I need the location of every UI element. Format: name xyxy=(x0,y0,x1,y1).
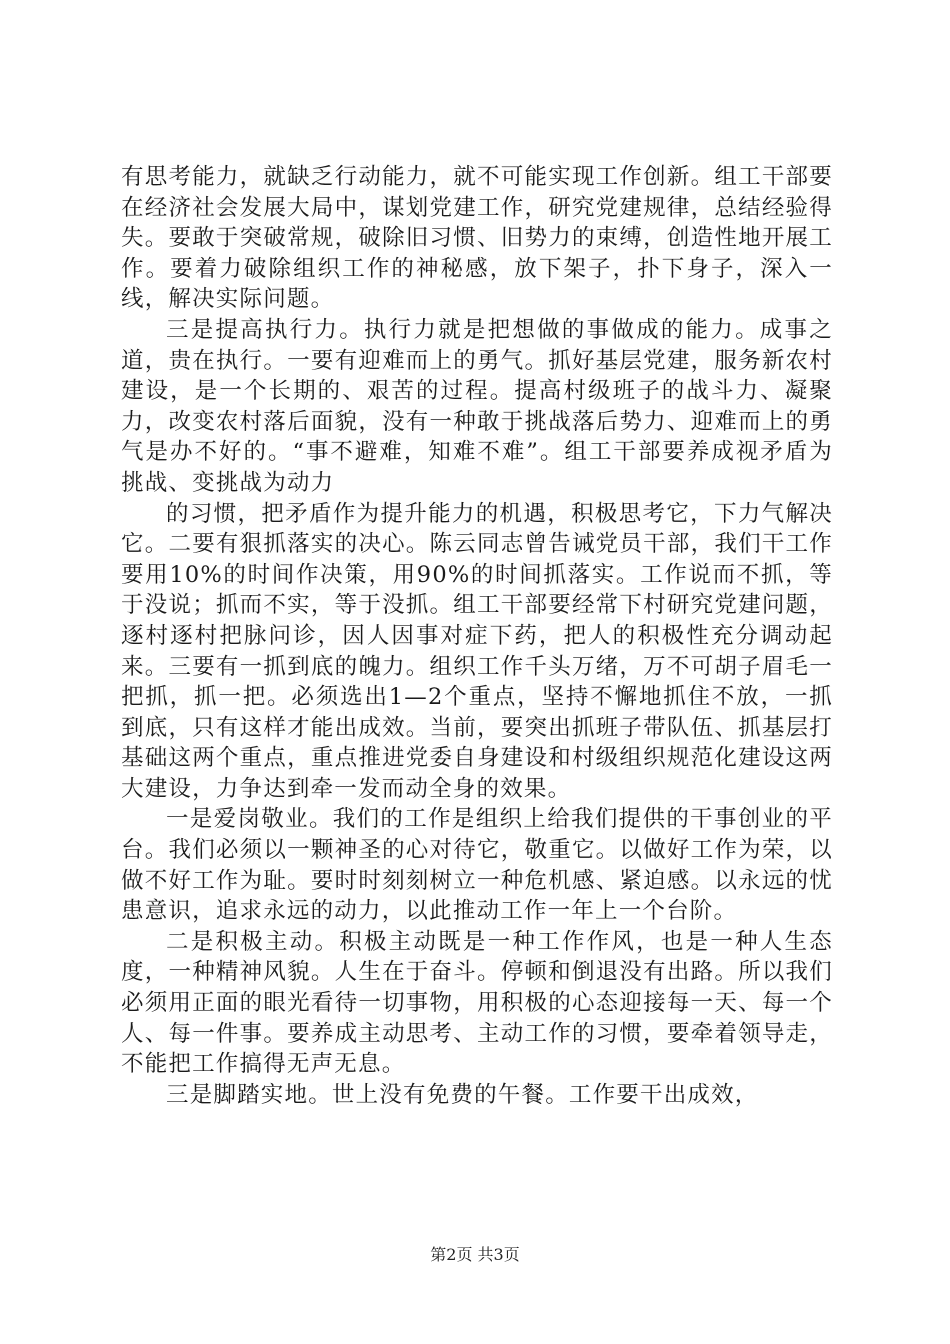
paragraph-3: 的习惯，把矛盾作为提升能力的机遇，积极思考它，下力气解决它。二要有狠抓落实的决心。陈云同志曾告诫党员干部，我们干工作要用10%的时间作决策，用90%的时间抓落实。工作说而不抓，等于没说；抓而不实，等于没抓。组工干部要经常下村研究党建问题，逐村逐村把脉问诊，因人因事对症下药，把人的积极性充分调动起来。三要有一抓到底的魄力。组织工作千头万绪，万不可胡子眉毛一把抓，抓一把。必须选出1—2个重点，坚持不懈地抓住不放，一抓到底，只有这样才能出成效。当前，要突出抓班子带队伍、抓基层打基础这两个重点，重点推进党委自身建设和村级组织规范化建设这两大建设，力争达到牵一发而动全身的效果。 xyxy=(121,500,833,802)
page-footer: 第2页 共3页 xyxy=(430,1245,520,1264)
paragraph-6: 三是脚踏实地。世上没有免费的午餐。工作要干出成效， xyxy=(166,1081,759,1108)
paragraph-4: 一是爱岗敬业。我们的工作是组织上给我们提供的干事创业的平台。我们必须以一颗神圣的心对待它，敬重它。以做好工作为荣，以做不好工作为耻。要时时刻刻树立一种危机感、紧迫感。以永远的忧患意识，追求永远的动力，以此推动工作一年上一个台阶。 xyxy=(121,806,833,925)
paragraph-5: 二是积极主动。积极主动既是一种工作作风，也是一种人生态度，一种精神风貌。人生在于奋斗。停顿和倒退没有出路。所以我们必须用正面的眼光看待一切事物，用积极的心态迎接每一天、每一个人、每一件事。要养成主动思考、主动工作的习惯，要牵着领导走，不能把工作搞得无声无息。 xyxy=(121,928,833,1078)
paragraph-1: 有思考能力，就缺乏行动能力，就不可能实现工作创新。组工干部要在经济社会发展大局中，谋划党建工作，研究党建规律，总结经验得失。要敢于突破常规，破除旧习惯、旧势力的束缚，创造性地开展工作。要着力破除组织工作的神秘感，放下架子，扑下身子，深入一线，解决实际问题。 xyxy=(121,164,833,313)
document-body xyxy=(121,162,833,1110)
paragraph-2: 三是提高执行力。执行力就是把想做的事做成的能力。成事之道，贵在执行。一要有迎难而上的勇气。抓好基层党建，服务新农村建设，是一个长期的、艰苦的过程。提高村级班子的战斗力、凝聚力，改变农村落后面貌，没有一种敢于挑战落后势力、迎难而上的勇气是办不好的。“事不避难，知难不难”。组工干部要养成视矛盾为挑战、变挑战为动力 xyxy=(121,316,833,496)
